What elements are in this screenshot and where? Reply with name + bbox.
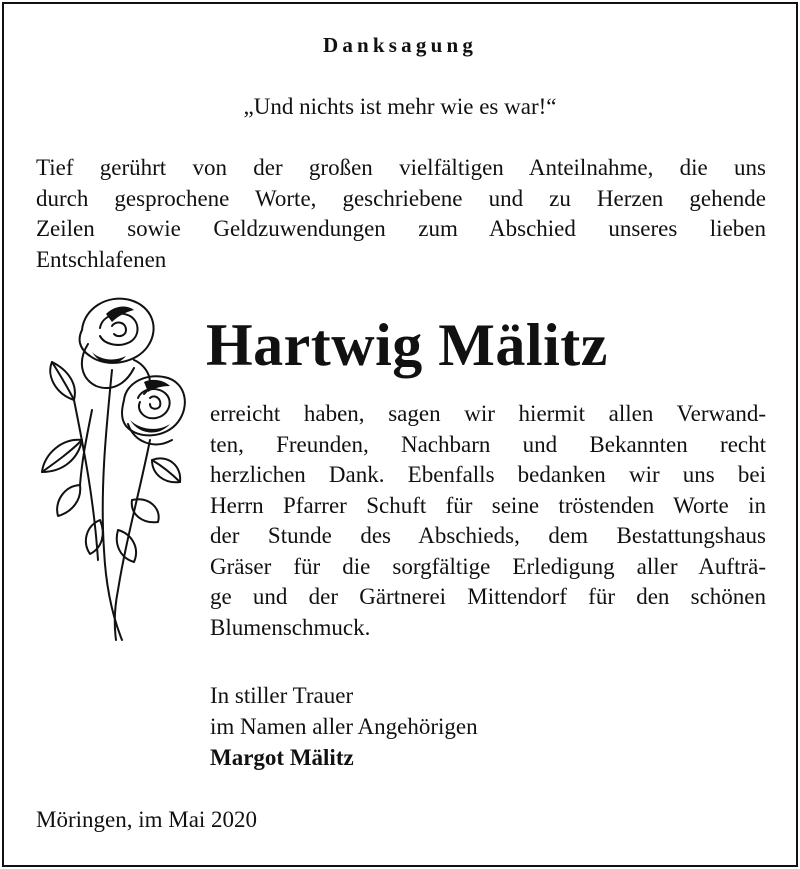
place-date: Möringen, im Mai 2020 [36, 807, 258, 832]
body-line: Herrn Pfarrer Schuft für seine tröstenden Worte in [210, 492, 766, 518]
signature-block [210, 680, 478, 773]
intro-paragraph [36, 153, 766, 275]
body-line: Gräser für die sorgfältige Erledigung aller Aufträ- [210, 553, 766, 579]
body-line: erreicht haben, sagen wir hiermit allen Verwand- [210, 401, 766, 426]
body-paragraph [210, 399, 766, 643]
body-line: herzlichen Dank. Ebenfalls bedanken wir uns bei [210, 462, 766, 487]
closing-line: im Namen aller Angehörigen [210, 714, 478, 739]
signer-name: Margot Mälitz [210, 745, 354, 770]
closing-line: In stiller Trauer [210, 683, 354, 708]
notice-heading: Danksagung [322, 33, 478, 57]
notice-quote: „Und nichts ist mehr wie es war!“ [243, 94, 557, 119]
body-line: der Stunde des Abschieds, dem Bestattungshaus [210, 523, 766, 548]
deceased-name: Hartwig Mälitz [206, 312, 608, 378]
intro-line: Zeilen sowie Geldzuwendungen zum Abschied unseres lieben [36, 216, 766, 241]
body-line: Blumenschmuck. [210, 614, 371, 640]
body-line: ge und der Gärtnerei Mittendorf für den schönen [210, 584, 766, 609]
rose-icon [22, 290, 192, 650]
intro-line: Entschlafenen [36, 246, 167, 272]
intro-line: Tief gerührt von der großen vielfältigen Anteilnahme, die uns [36, 155, 766, 180]
intro-line: durch gesprochene Worte, geschriebene und zu Herzen gehende [36, 185, 766, 211]
body-line: ten, Freunden, Nachbarn und Bekannten recht [210, 431, 766, 457]
